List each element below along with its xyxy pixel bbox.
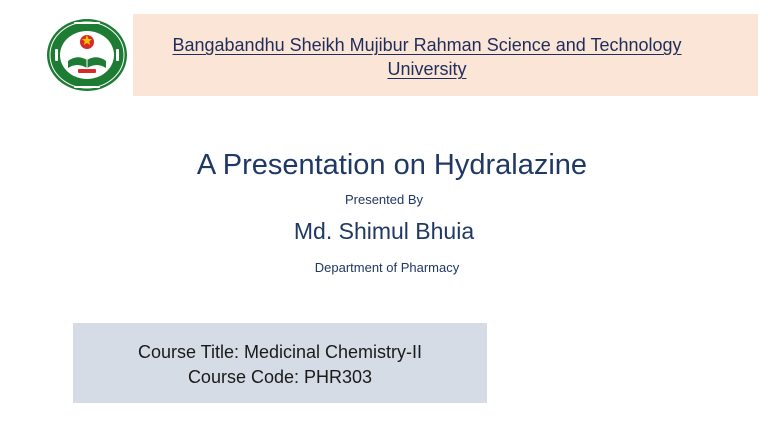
presentation-title: A Presentation on Hydralazine xyxy=(196,149,588,181)
university-name: Bangabandhu Sheikh Mujibur Rahman Science and Technology University xyxy=(172,35,682,79)
department-label: Department of Pharmacy xyxy=(314,260,460,275)
course-title: Course Title: Medicinal Chemistry-II xyxy=(137,342,423,362)
presented-by-label: Presented By xyxy=(344,192,424,207)
presenter-name: Md. Shimul Bhuia xyxy=(293,218,475,244)
course-code: Course Code: PHR303 xyxy=(187,367,373,387)
university-seal-icon xyxy=(44,16,130,94)
course-info-box xyxy=(73,323,487,403)
